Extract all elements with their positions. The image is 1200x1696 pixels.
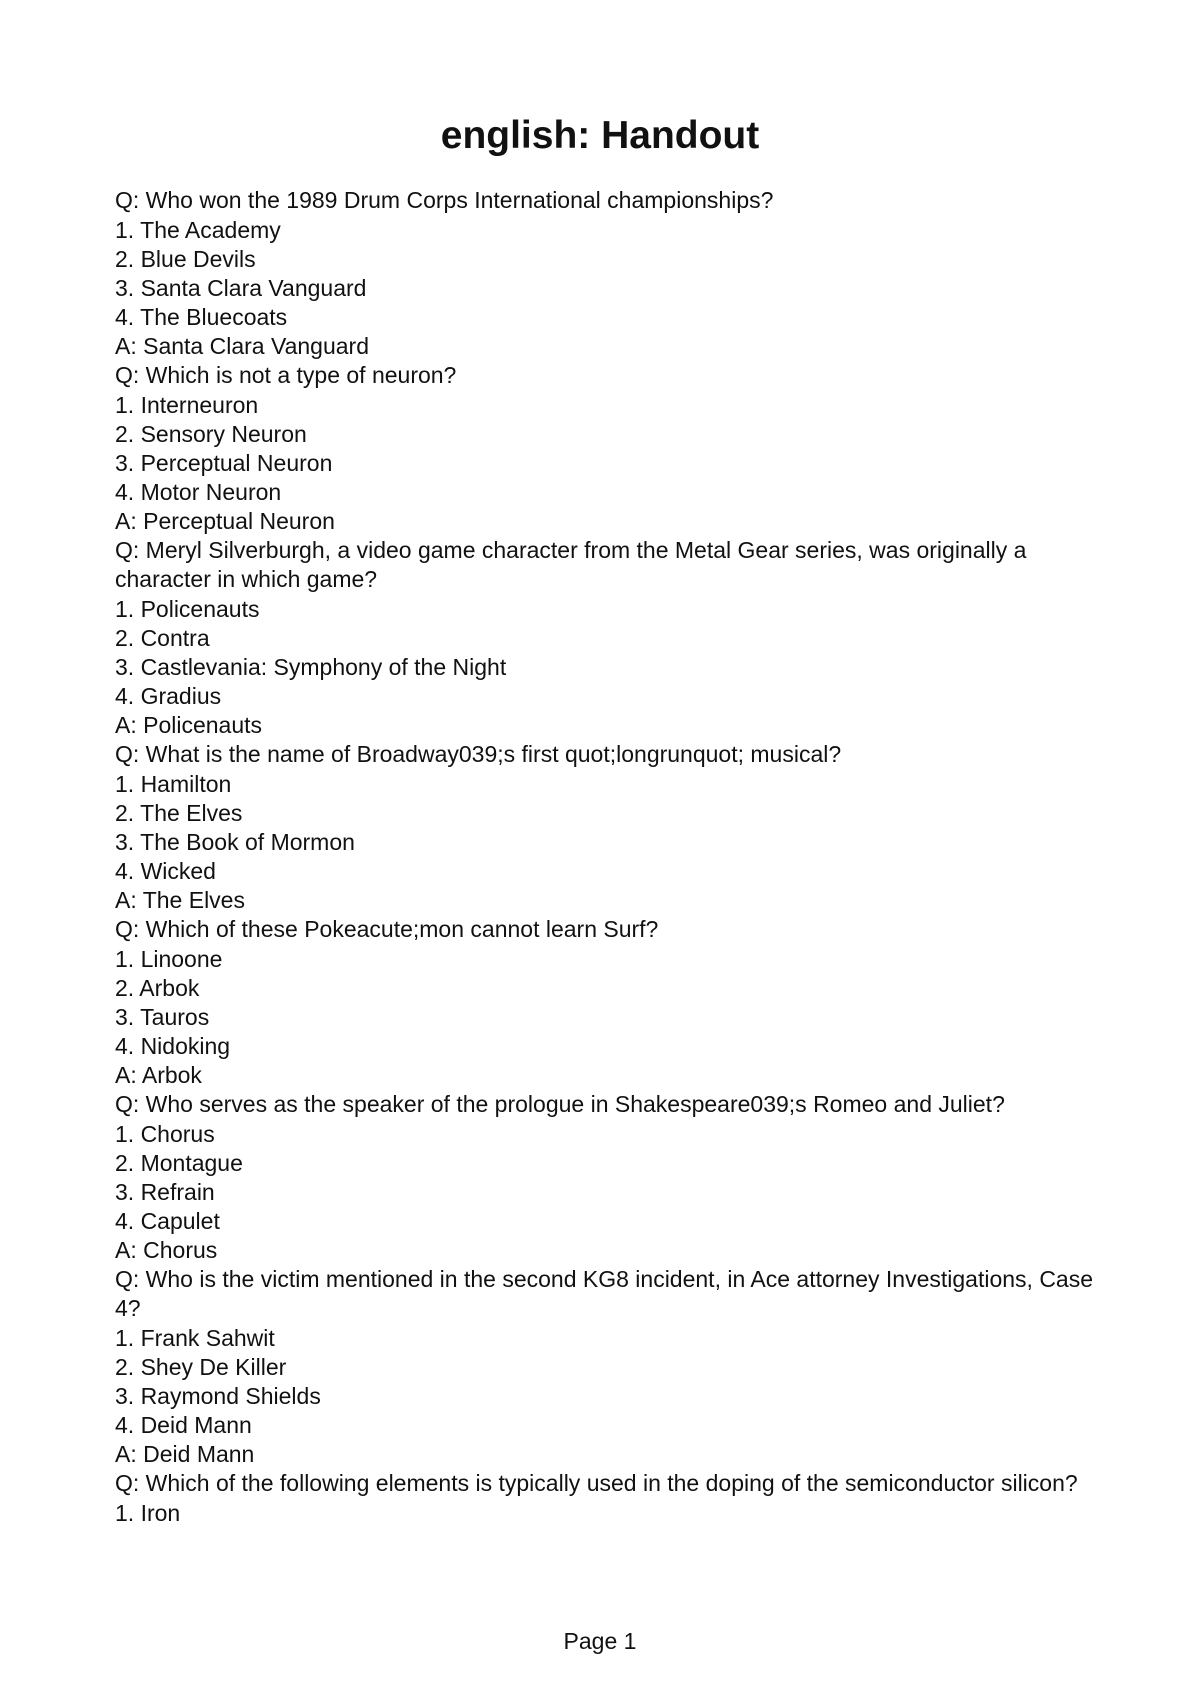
answer-option: 1. Frank Sahwit [115, 1325, 275, 1351]
question-text: Q: Who serves as the speaker of the prologue in Shakespeare039;s Romeo and Juliet? [115, 1091, 1005, 1117]
answer-option: 3. Refrain [115, 1179, 215, 1205]
correct-answer: A: Chorus [115, 1237, 218, 1263]
question-block [115, 536, 1100, 740]
question-list [115, 186, 1100, 1528]
question-text: Q: What is the name of Broadway039;s first quot;longrunquot; musical? [115, 741, 842, 767]
question-text: Q: Which of the following elements is typically used in the doping of the semiconductor silicon? [115, 1470, 1078, 1496]
answer-option: 2. Blue Devils [115, 246, 256, 272]
answer-option: 3. Raymond Shields [115, 1383, 321, 1409]
answer-option: 1. Linoone [115, 946, 223, 972]
question-text: Q: Who is the victim mentioned in the second KG8 incident, in Ace attorney Investigations, Case 4? [115, 1266, 1094, 1321]
question-block [115, 915, 1100, 1090]
page-title: english: Handout [440, 114, 760, 157]
answer-option: 2. The Elves [115, 800, 243, 826]
answer-option: 1. Interneuron [115, 392, 259, 418]
question-text: Q: Meryl Silverburgh, a video game character from the Metal Gear series, was originally a character in which game? [115, 537, 1027, 592]
question-block [115, 361, 1100, 536]
answer-option: 1. Policenauts [115, 596, 260, 622]
page-number: Page 1 [563, 1628, 637, 1654]
answer-option: 2. Sensory Neuron [115, 421, 307, 447]
answer-option: 3. Santa Clara Vanguard [115, 275, 367, 301]
question-block [115, 1090, 1100, 1265]
answer-option: 1. Hamilton [115, 771, 232, 797]
answer-option: 3. The Book of Mormon [115, 829, 355, 855]
correct-answer: A: Deid Mann [115, 1441, 255, 1467]
answer-option: 1. The Academy [115, 217, 281, 243]
question-text: Q: Which is not a type of neuron? [115, 362, 457, 388]
answer-option: 3. Castlevania: Symphony of the Night [115, 654, 507, 680]
answer-option: 4. Nidoking [115, 1033, 231, 1059]
answer-option: 2. Shey De Killer [115, 1354, 287, 1380]
question-block [115, 186, 1100, 361]
answer-option: 2. Montague [115, 1150, 243, 1176]
answer-option: 4. Wicked [115, 858, 216, 884]
answer-option: 4. Motor Neuron [115, 479, 282, 505]
answer-option: 1. Iron [115, 1500, 181, 1526]
correct-answer: A: Perceptual Neuron [115, 508, 335, 534]
correct-answer: A: Santa Clara Vanguard [115, 333, 370, 359]
question-block [115, 1469, 1100, 1528]
answer-option: 4. Capulet [115, 1208, 220, 1234]
answer-option: 4. The Bluecoats [115, 304, 288, 330]
question-block [115, 740, 1100, 915]
correct-answer: A: The Elves [115, 887, 245, 913]
correct-answer: A: Policenauts [115, 712, 263, 738]
answer-option: 4. Gradius [115, 683, 222, 709]
question-text: Q: Which of these Pokeacute;mon cannot learn Surf? [115, 916, 659, 942]
answer-option: 1. Chorus [115, 1121, 215, 1147]
answer-option: 3. Tauros [115, 1004, 210, 1030]
answer-option: 2. Contra [115, 625, 210, 651]
question-text: Q: Who won the 1989 Drum Corps International championships? [115, 187, 774, 213]
question-block [115, 1265, 1100, 1469]
answer-option: 3. Perceptual Neuron [115, 450, 333, 476]
answer-option: 4. Deid Mann [115, 1412, 252, 1438]
correct-answer: A: Arbok [115, 1062, 202, 1088]
answer-option: 2. Arbok [115, 975, 200, 1001]
